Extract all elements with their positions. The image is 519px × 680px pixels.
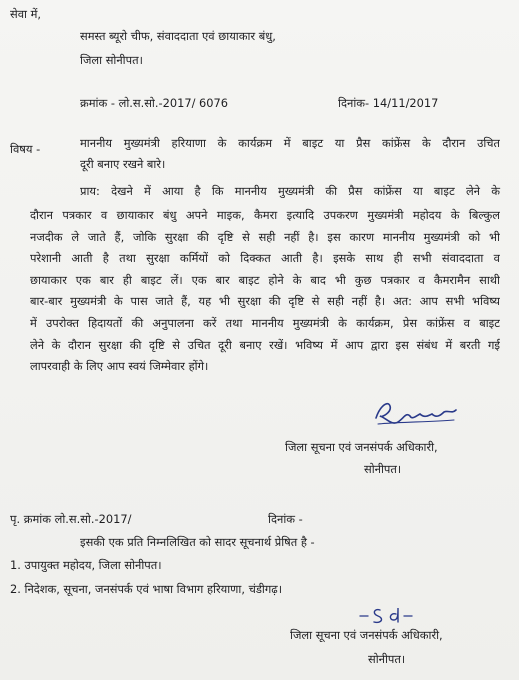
signature-2-title: जिला सूचना एवं जनसंपर्क अधिकारी, [290, 628, 443, 642]
subject-text [80, 133, 500, 175]
body-line: नजदीक ले जाते हैं, जोकि सुरक्षा की दृष्टि से सही नहीं है। इस कारण माननीय मुख्यमंत्री को भी [30, 229, 500, 244]
signature-2-place: सोनीपत। [368, 652, 406, 666]
subject-label: विषय - [10, 142, 41, 156]
letter-date: दिनांक- 14/11/2017 [338, 96, 439, 110]
recipient-2: 2. निदेशक, सूचना, जनसंपर्क एवं भाषा विभाग हरियाणा, चंडीगढ़। [10, 582, 283, 596]
body-line: छायाकार एक बार ही बाइट लें। एक बार बाइट होने के बाद भी कुछ पत्रकार व कैमरामैन साथी [30, 272, 500, 287]
body-line: लापरवाही के लिए आप स्वयं जिम्मेवार होंगे। [30, 359, 209, 374]
addressee-line-2: जिला सोनीपत। [80, 53, 143, 67]
signature-1-title: जिला सूचना एवं जनसंपर्क अधिकारी, [285, 440, 438, 454]
body-line: बार-बार मुख्यमंत्री के पास जाते हैं, यह भी सुरक्षा की दृष्टि से सही नहीं है। अत: आप सभी भविष्य [30, 294, 500, 309]
endorsement-reference: पृ. क्रमांक लो.स.सो.-2017/ [10, 512, 132, 526]
salutation: सेवा में, [10, 7, 42, 21]
body-line: लेने के दौरान सुरक्षा की दृष्टि से उचित दूरी बनाए रखें। भविष्य में आप द्वारा इस संबंध में बरती गई [30, 337, 500, 352]
body-line: परेशानी आती है तथा सुरक्षा कर्मियों को दिक्कत आती है। इसके साथ ही सभी संवाददाता व [30, 251, 500, 266]
body-paragraph [30, 205, 500, 378]
addressee-line-1: समस्त ब्यूरो चीफ, संवाददाता एवं छायाकार बंधु, [80, 29, 276, 43]
body-first-line: प्राय: देखने में आया है कि माननीय मुख्यमंत्री की प्रैस कांफ्रेंस या बाइट लेने के [80, 184, 500, 198]
endorsement-intro: इसकी एक प्रति निम्नलिखित को सादर सूचनार्थ प्रेषित है - [80, 535, 315, 549]
endorsement-date-label: दिनांक - [268, 512, 303, 526]
body-line: दौरान पत्रकार व छायाकार बंधु अपने माइक, कैमरा इत्यादि उपकरण मुख्यमंत्री महोदय के बिल्कुल [30, 208, 500, 222]
signature-1-image [370, 396, 460, 432]
signature-2-image [356, 604, 416, 628]
body-line: में उपरोक्त हिदायतों की अनुपालना करें तथा माननीय मुख्यमंत्री के कार्यक्रम, प्रेस कांफ्रेंस व बाइट [30, 315, 500, 330]
subject-line: दूरी बनाए रखने बारे। [80, 157, 166, 171]
subject-line: माननीय मुख्यमंत्री हरियाणा के कार्यक्रम में बाइट या प्रैस कांफ्रेंस के दौरान उचित [80, 136, 500, 150]
recipient-1: 1. उपायुक्त महोदय, जिला सोनीपत। [10, 558, 162, 572]
reference-number: क्रमांक - लो.स.सो.-2017/ 6076 [80, 96, 229, 110]
signature-1-place: सोनीपत। [364, 462, 402, 476]
